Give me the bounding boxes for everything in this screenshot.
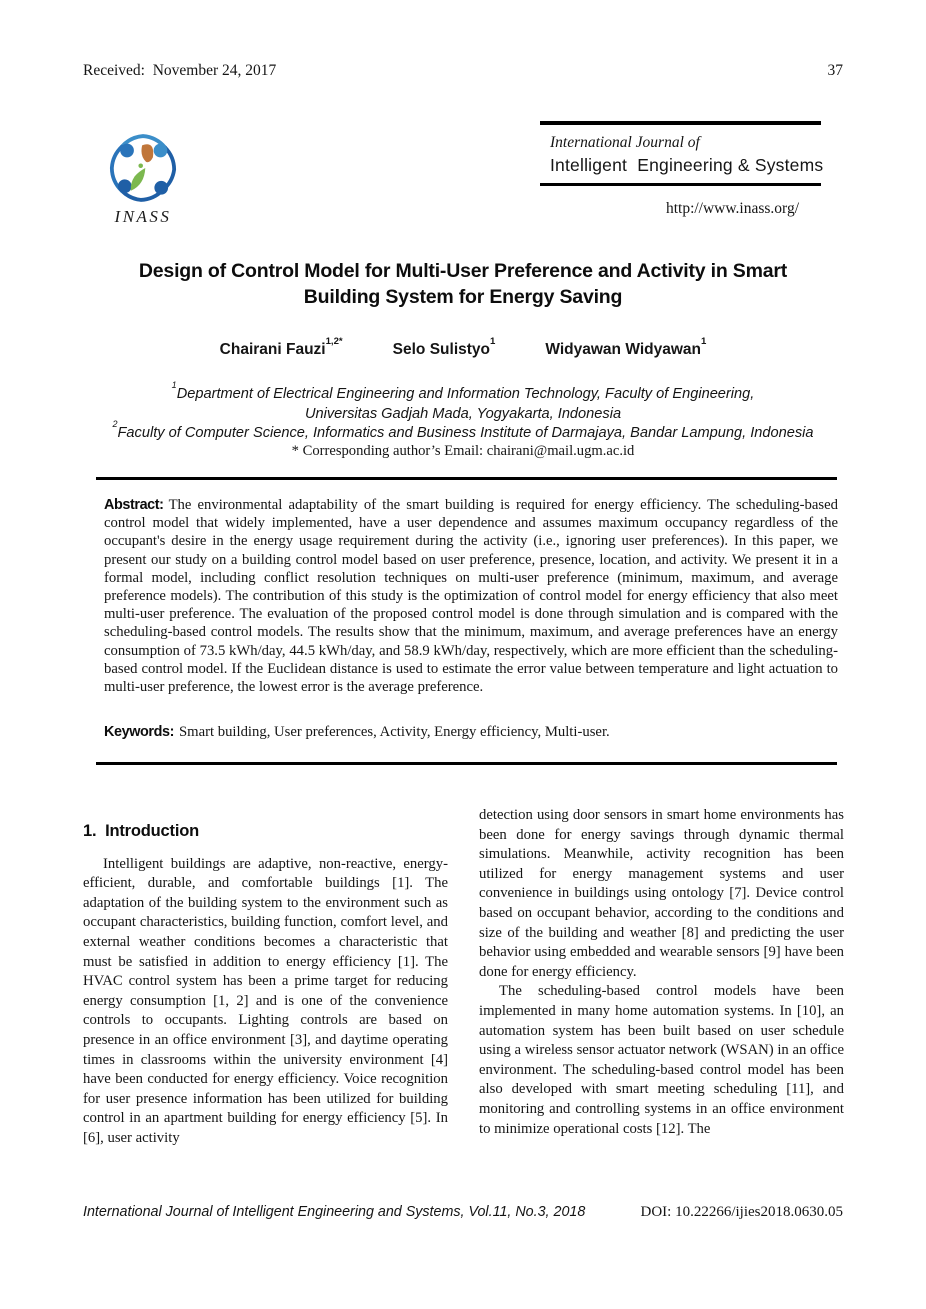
affiliation-line-2 xyxy=(0,405,926,425)
corresponding-email: * Corresponding author’s Email: chairani@mail.ugm.ac.id xyxy=(291,443,635,459)
page-header xyxy=(83,62,843,80)
logo-dot-se xyxy=(154,181,168,195)
author-2 xyxy=(392,335,496,359)
logo-green-dot xyxy=(138,163,143,168)
body-paragraph-2: The scheduling-based control models have been implemented in many home automation systems. In [10], an automation system has been built based on user schedule using a wireless sensor actuator network (WSAN) in an office environment. The scheduling-based control model has been also developed with smart meeting scheduling [11], and monitoring and controlling systems in an office environment to minimize operational costs [12]. The xyxy=(479,983,844,1137)
affiliation-1-superscript: 1 xyxy=(171,380,177,391)
affiliations xyxy=(0,380,926,444)
divider-above-abstract xyxy=(96,477,837,480)
abstract-section xyxy=(104,496,838,696)
page-footer xyxy=(83,1204,843,1221)
author-2-name: Selo Sulistyo xyxy=(392,341,491,358)
paper-title xyxy=(0,258,926,310)
author-1-name: Chairani Fauzi xyxy=(219,341,326,358)
affiliation-line-1 xyxy=(0,380,926,405)
affiliation-3-text: Faculty of Computer Science, Informatics and Business Institute of Darmajaya, Bandar Lampung, Indonesia xyxy=(117,425,814,441)
author-3-name: Widyawan Widyawan xyxy=(545,341,701,358)
logo-orange-shape xyxy=(141,144,153,162)
affiliation-3-superscript: 2 xyxy=(112,419,118,430)
affiliation-2-text: Universitas Gadjah Mada, Yogyakarta, Indonesia xyxy=(304,405,622,422)
received-date: Received: November 24, 2017 xyxy=(83,62,277,79)
left-column xyxy=(83,822,448,1149)
banner-rule-bottom xyxy=(540,183,821,186)
page-number: 37 xyxy=(827,62,843,79)
journal-url: http://www.inass.org/ xyxy=(665,200,799,217)
keywords-section xyxy=(104,724,838,741)
logo-wordmark: INASS xyxy=(114,207,172,226)
authors-row xyxy=(0,335,926,359)
inass-logo xyxy=(101,130,185,227)
journal-name-line1: International Journal of xyxy=(550,134,700,151)
footer-doi: DOI: 10.22266/ijies2018.0630.05 xyxy=(640,1204,843,1220)
abstract-label: Abstract: xyxy=(104,497,164,513)
keywords-text: Smart building, User preferences, Activity, Energy efficiency, Multi-user. xyxy=(178,724,610,740)
logo-green-leaf xyxy=(131,168,146,191)
author-1 xyxy=(219,335,343,359)
inass-logo-icon xyxy=(105,130,181,206)
right-column xyxy=(479,806,844,1139)
abstract-text: The environmental adaptability of the smart building is required for energy efficiency. The scheduling-based control model that widely implemented, have a user dependence and assumes maximum occupancy regardless of the occupant's desire in the energy usage requirement during the activity (i.e., ignoring user preferences). In this paper, we present our study on a building control model based on user preference, presence, location, and activity. We present it in a formal model, including conflict resolution techniques on multi-user preference (minimum, maximum, and average preference models). The contribution of this study is the optimization of control model for energy efficiency that also meet multi-user preference. The evaluation of the proposed control model is done through simulation and is compared with the scheduling-based control models. The results show that the minimum, maximum, and average preferences have an energy consumption of 73.5 kWh/day, 44.5 kWh/day, and 58.9 kWh/day, respectively, which are more efficient than the scheduling-based control model. If the Euclidean distance is used to estimate the error value between temperature and light actuation to multi-user preference, the lowest error is the average preference. xyxy=(104,497,838,696)
footer-journal-ref: International Journal of Intelligent Engineering and Systems, Vol.11, No.3, 2018 xyxy=(83,1204,586,1220)
keywords-label: Keywords: xyxy=(104,724,174,740)
journal-banner xyxy=(540,121,824,218)
journal-name-line2: Intelligent Engineering & Systems xyxy=(550,155,824,175)
divider-below-keywords xyxy=(96,762,837,765)
banner-rule-top xyxy=(540,121,821,125)
affiliation-1-text: Department of Electrical Engineering and Information Technology, Faculty of Engineering, xyxy=(176,386,755,402)
author-3 xyxy=(545,335,707,359)
paper-title-line1: Design of Control Model for Multi-User Preference and Activity in Smart xyxy=(138,260,788,282)
author-3-superscript: 1 xyxy=(700,335,707,347)
logo-dot-ne xyxy=(154,144,168,158)
section-heading-introduction: 1. Introduction xyxy=(83,822,199,840)
logo-dot-sw xyxy=(118,179,132,193)
body-paragraph-1: detection using door sensors in smart home environments has been done for energy savings through dynamic thermal simulations. Meanwhile, activity recognition has been utilized for energy management systems and user convenience in buildings using ontology [7]. Device control based on occupant behavior, according to the conditions and size of the building and weather [8] and predicting the user behavior using embedded and wearable sensors [9] have been done for energy efficiency. xyxy=(479,807,844,980)
author-1-superscript: 1,2* xyxy=(325,335,343,347)
intro-paragraph: Intelligent buildings are adaptive, non-reactive, energy-efficient, durable, and comfortable buildings [1]. The adaptation of the building system to the environment such as occupant characteristics, building function, comfort level, and external weather conditions becomes a characteristic that must be satisfied in addition to energy efficiency [1]. The HVAC control system has been a prime target for reducing energy consumption [1, 2] and is one of the convenience controls to occupants. Lighting controls are based on presence in an office environment [3], and daytime operating times in classrooms within the university environment [4] have been conducted for energy efficiency. Voice recognition for user presence information has been utilized for building control in an apartment building for energy efficiency [5]. In [6], user activity xyxy=(83,855,448,1146)
logo-dot-nw xyxy=(120,144,134,158)
paper-title-line2: Building System for Energy Saving xyxy=(303,286,623,308)
affiliation-line-3 xyxy=(0,419,926,444)
author-2-superscript: 1 xyxy=(490,335,496,347)
